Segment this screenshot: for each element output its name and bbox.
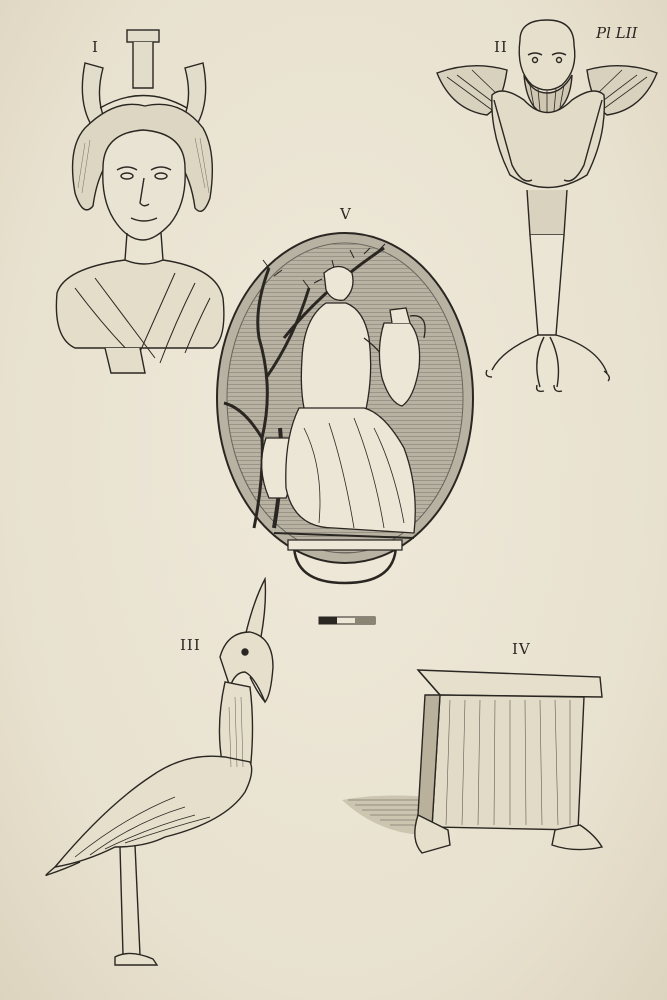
seated-woman-gem-icon: [214, 228, 476, 592]
crested-bird-statuette-icon: [45, 577, 285, 972]
figure-numeral-3: III: [180, 636, 201, 654]
crowned-female-bust-icon: [45, 28, 230, 380]
stand-pedestal-icon: [340, 665, 615, 865]
plate-number-label: Pl LII: [596, 24, 638, 42]
figure-numeral-5: V: [340, 205, 352, 223]
figure-numeral-4: IV: [512, 640, 531, 658]
figure-numeral-2: II: [494, 38, 508, 56]
scale-bar-icon: [318, 615, 376, 627]
figure-numeral-1: I: [92, 38, 99, 56]
